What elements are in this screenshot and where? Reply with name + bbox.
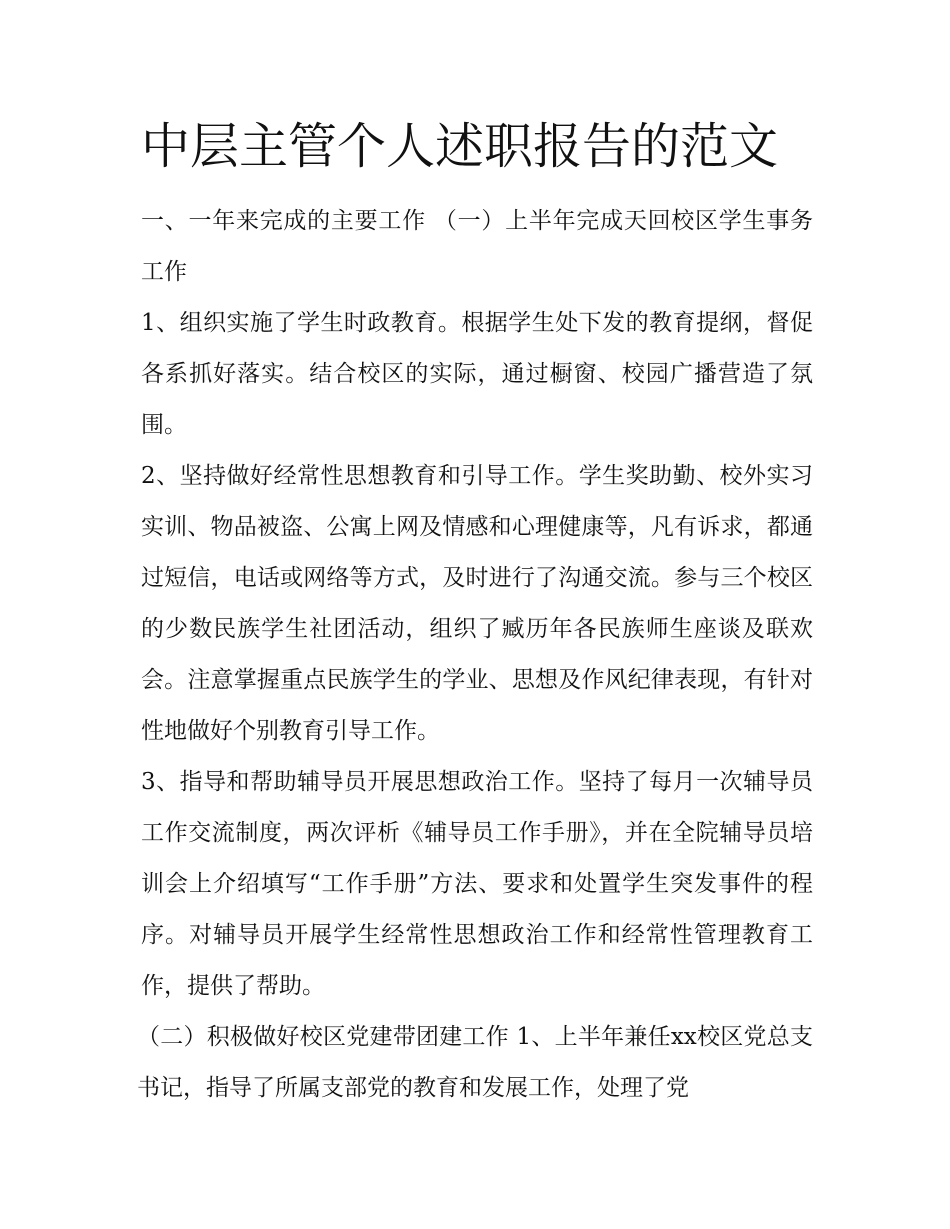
- document-title: 中层主管个人述职报告的范文: [141, 118, 779, 175]
- body-paragraph: 3、指导和帮助辅导员开展思想政治工作。坚持了每月一次辅导员工作交流制度，两次评析《辅导员工作手册》，并在全院辅导员培训会上介绍填写“工作手册”方法、要求和处置学生突发事件的程序。对辅导员开展学生经常性思想政治工作和经常性管理教育工作，提供了帮助。: [141, 769, 813, 999]
- body-paragraph: 1、组织实施了学生时政教育。根据学生处下发的教育提纲，督促各系抓好落实。结合校区的实际，通过橱窗、校园广播营造了氛围。: [141, 310, 813, 438]
- document-body: [137, 196, 813, 1114]
- body-paragraph: （二）积极做好校区党建带团建工作 1、上半年兼任xx校区党总支书记，指导了所属支部党的教育和发展工作，处理了党: [137, 1024, 813, 1101]
- section-heading-paragraph: 一、一年来完成的主要工作 （一）上半年完成天回校区学生事务工作: [141, 208, 813, 285]
- body-paragraph: 2、坚持做好经常性思想教育和引导工作。学生奖助勤、校外实习实训、物品被盗、公寓上网及情感和心理健康等，凡有诉求，都通过短信，电话或网络等方式，及时进行了沟通交流。参与三个校区的少数民族学生社团活动，组织了臧历年各民族师生座谈及联欢会。注意掌握重点民族学生的学业、思想及作风纪律表现，有针对性地做好个别教育引导工作。: [141, 463, 813, 744]
